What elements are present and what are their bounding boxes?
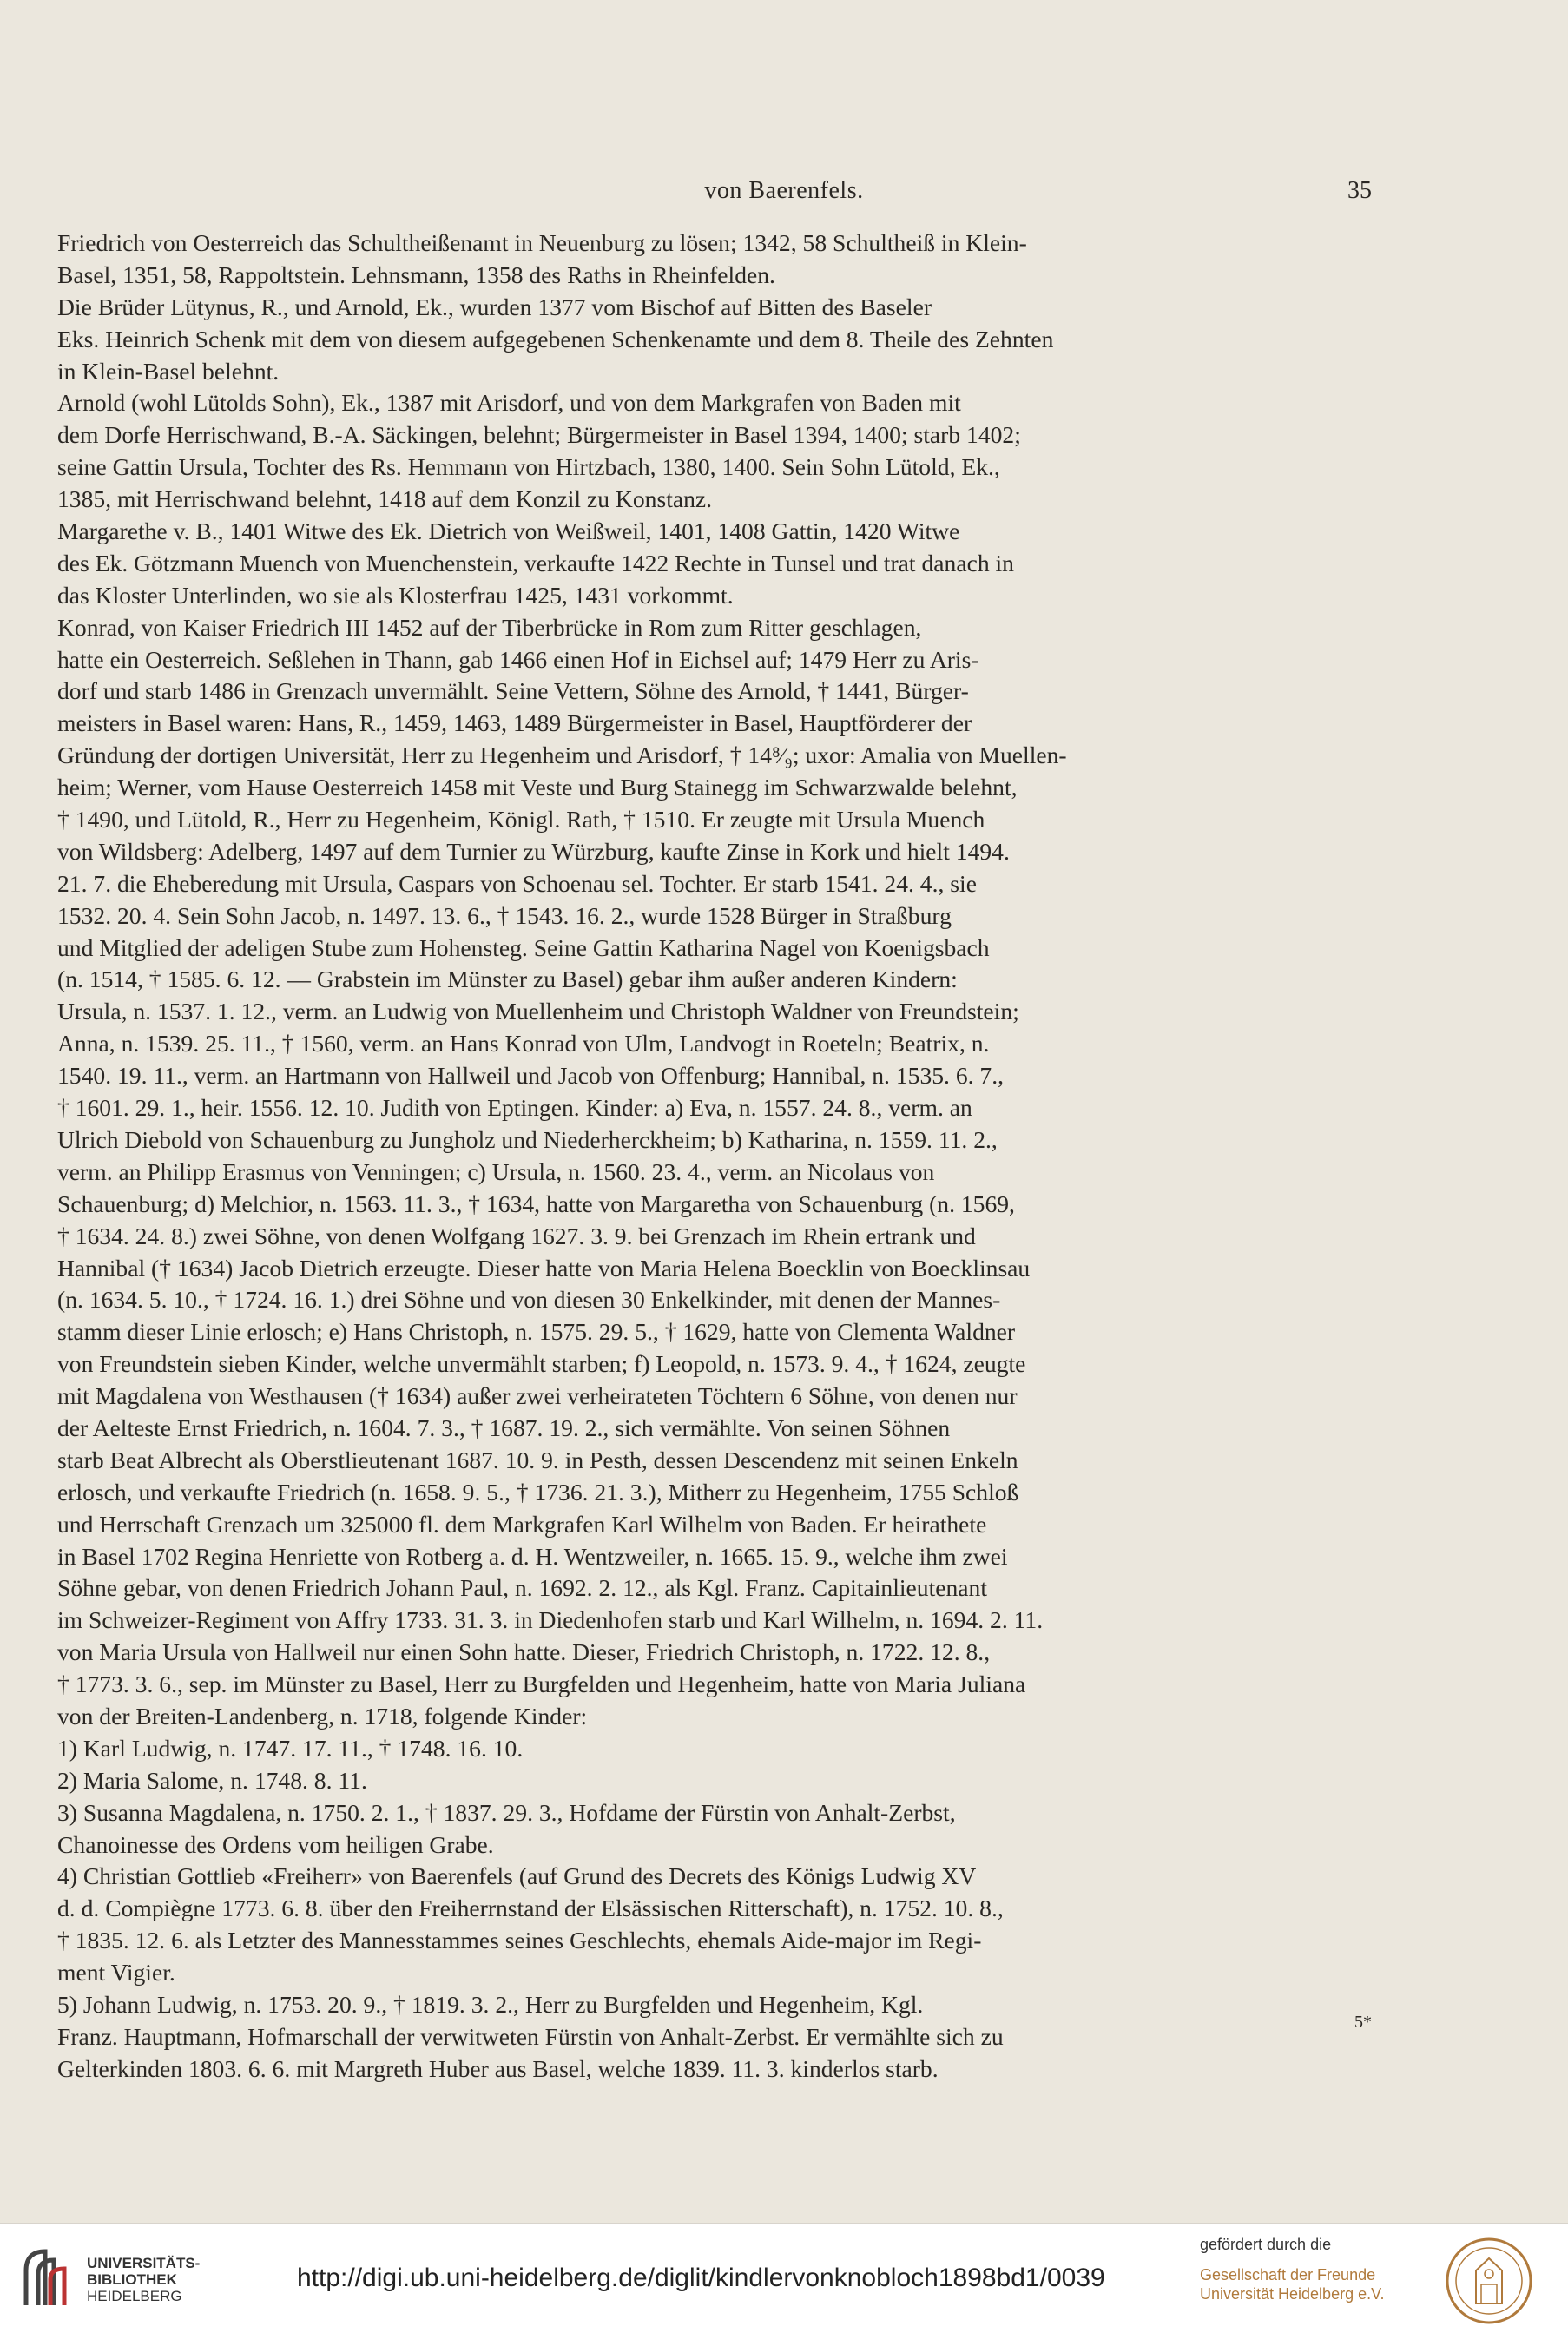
text-line: Die Brüder Lütynus, R., und Arnold, Ek., wurden 1377 vom Bischof auf Bitten des Baseler (57, 293, 932, 320)
body-text (57, 227, 1372, 2086)
text-line: 2) Maria Salome, n. 1748. 8. 11. (57, 1766, 367, 1794)
text-line: stamm dieser Linie erlosch; e) Hans Christoph, n. 1575. 29. 5., † 1629, hatte von Clementa Waldner (57, 1318, 1016, 1346)
text-line: (n. 1514, † 1585. 6. 12. — Grabstein im Münster zu Basel) gebar ihm außer anderen Kindern: (57, 965, 958, 993)
text-line: von der Breiten-Landenberg, n. 1718, folgende Kinder: (57, 1702, 588, 1730)
text-line: von Freundstein sieben Kinder, welche unvermählt starben; f) Leopold, n. 1573. 9. 4., † 1624, zeugte (57, 1350, 1026, 1378)
university-seal-icon (1441, 2236, 1537, 2326)
text-line: Ursula, n. 1537. 1. 12., verm. an Ludwig von Muellenheim und Christoph Waldner von Freundstein; (57, 998, 1019, 1025)
text-line: Franz. Hauptmann, Hofmarschall der verwitweten Fürstin von Anhalt-Zerbst. Er vermählte sich zu (57, 2022, 1004, 2050)
text-line: seine Gattin Ursula, Tochter des Rs. Hemmann von Hirtzbach, 1380, 1400. Sein Sohn Lütold, Ek., (57, 453, 1000, 481)
text-line: verm. an Philipp Erasmus von Venningen; c) Ursula, n. 1560. 23. 4., verm. an Nicolaus von (57, 1157, 935, 1185)
text-line: und Mitglied der adeligen Stube zum Hohensteg. Seine Gattin Katharina Nagel von Koenigsbach (57, 933, 990, 961)
text-line: starb Beat Albrecht als Oberstlieutenant 1687. 10. 9. in Pesth, dessen Descendenz mit seinen Enkeln (57, 1446, 1018, 1473)
text-line: 1385, mit Herrischwand belehnt, 1418 auf dem Konzil zu Konstanz. (57, 485, 713, 513)
text-line: dorf und starb 1486 in Grenzach unvermählt. Seine Vettern, Söhne des Arnold, † 1441, Bürger- (57, 677, 969, 705)
text-line: der Aelteste Ernst Friedrich, n. 1604. 7. 3., † 1687. 19. 2., sich vermählte. Von seinen Söhnen (57, 1414, 951, 1441)
text-line: Söhne gebar, von denen Friedrich Johann Paul, n. 1692. 2. 12., als Kgl. Franz. Capitainlieutenant (57, 1574, 988, 1602)
text-line: heim; Werner, vom Hause Oesterreich 1458 mit Veste und Burg Stainegg im Schwarzwalde belehnt, (57, 774, 1018, 801)
text-line: Schauenburg; d) Melchior, n. 1563. 11. 3., † 1634, hatte von Margaretha von Schauenburg (n. 1569, (57, 1190, 1015, 1217)
running-title: von Baerenfels. (704, 177, 864, 204)
text-line: des Ek. Götzmann Muench von Muenchenstein, verkaufte 1422 Rechte in Tunsel und trat danach in (57, 549, 1014, 577)
signature-mark: 5* (1354, 2013, 1372, 2032)
text-line: † 1601. 29. 1., heir. 1556. 12. 10. Judith von Eptingen. Kinder: a) Eva, n. 1557. 24. 8., verm. an (57, 1094, 972, 1122)
text-line: erlosch, und verkaufte Friedrich (n. 1658. 9. 5., † 1736. 21. 3.), Mitherr zu Hegenheim, 1755 Schloß (57, 1478, 1019, 1506)
digitization-footer (0, 2223, 1568, 2333)
text-line: Gelterkinden 1803. 6. 6. mit Margreth Huber aus Basel, welche 1839. 11. 3. kinderlos starb. (57, 2054, 939, 2082)
text-line: † 1634. 24. 8.) zwei Söhne, von denen Wolfgang 1627. 3. 9. bei Grenzach im Rhein ertrank und (57, 1222, 976, 1249)
text-line: † 1490, und Lütold, R., Herr zu Hegenheim, Königl. Rath, † 1510. Er zeugte mit Ursula Muench (57, 806, 985, 834)
text-line: Gründung der dortigen Universität, Herr zu Hegenheim und Arisdorf, † 14⁸⁄₉; uxor: Amalia von Muellen- (57, 741, 1067, 769)
text-line: Margarethe v. B., 1401 Witwe des Ek. Dietrich von Weißweil, 1401, 1408 Gattin, 1420 Witwe (57, 517, 960, 545)
text-line: Friedrich von Oesterreich das Schultheißenamt in Neuenburg zu lösen; 1342, 58 Schultheiß in Klein- (57, 229, 1027, 256)
text-line: ment Vigier. (57, 1959, 175, 1987)
text-line: (n. 1634. 5. 10., † 1724. 16. 1.) drei Söhne und von diesen 30 Enkelkinder, mit denen der Mannes- (57, 1286, 1001, 1314)
text-line: † 1773. 3. 6., sep. im Münster zu Basel, Herr zu Burgfelden und Hegenheim, hatte von Maria Juliana (57, 1671, 1026, 1698)
library-name-line: UNIVERSITÄTS- (87, 2255, 201, 2271)
text-line: 21. 7. die Eheberedung mit Ursula, Caspars von Schoenau sel. Tochter. Er starb 1541. 24. 4., sie (57, 869, 977, 897)
text-line: in Basel 1702 Regina Henriette von Rotberg a. d. H. Wentzweiler, n. 1665. 15. 9., welche ihm zwei (57, 1542, 1008, 1570)
sponsor-name-line: Universität Heidelberg e.V. (1200, 2285, 1385, 2303)
text-line: dem Dorfe Herrischwand, B.-A. Säckingen, belehnt; Bürgermeister in Basel 1394, 1400; starb 1402; (57, 421, 1021, 449)
text-line: 1532. 20. 4. Sein Sohn Jacob, n. 1497. 13. 6., † 1543. 16. 2., wurde 1528 Bürger in Straßburg (57, 901, 952, 929)
text-line: von Maria Ursula von Hallweil nur einen Sohn hatte. Dieser, Friedrich Christoph, n. 1722. 12. 8., (57, 1638, 991, 1666)
text-line: meisters in Basel waren: Hans, R., 1459, 1463, 1489 Bürgermeister in Basel, Hauptförderer der (57, 709, 972, 737)
text-line: 1540. 19. 11., verm. an Hartmann von Hallweil und Jacob von Offenburg; Hannibal, n. 1535. 6. 7., (57, 1062, 1005, 1090)
permalink-url[interactable]: http://digi.ub.uni-heidelberg.de/diglit/kindlervonknobloch1898bd1/0039 (297, 2264, 1105, 2292)
page-number: 35 (1347, 177, 1372, 204)
text-line: Basel, 1351, 58, Rappoltstein. Lehnsmann, 1358 des Raths in Rheinfelden. (57, 260, 775, 288)
text-line: Konrad, von Kaiser Friedrich III 1452 auf der Tiberbrücke in Rom zum Ritter geschlagen, (57, 613, 922, 641)
text-line: und Herrschaft Grenzach um 325000 fl. dem Markgrafen Karl Wilhelm von Baden. Er heirathete (57, 1510, 987, 1538)
text-line: das Kloster Unterlinden, wo sie als Klosterfrau 1425, 1431 vorkommt. (57, 581, 734, 609)
sponsor-label: gefördert durch die (1200, 2236, 1332, 2253)
text-line: in Klein-Basel belehnt. (57, 357, 280, 385)
text-line: Eks. Heinrich Schenk mit dem von diesem aufgegebenen Schenkenamte und dem 8. Theile des Zehnten (57, 325, 1054, 353)
text-line: 5) Johann Ludwig, n. 1753. 20. 9., † 1819. 3. 2., Herr zu Burgfelden und Hegenheim, Kgl. (57, 1990, 924, 2018)
library-logo-icon (19, 2244, 80, 2314)
text-line: Hannibal († 1634) Jacob Dietrich erzeugte. Dieser hatte von Maria Helena Boecklin von Boecklinsau (57, 1254, 1031, 1282)
text-line: mit Magdalena von Westhausen († 1634) außer zwei verheirateten Töchtern 6 Söhne, von denen nur (57, 1382, 1018, 1410)
text-line: 4) Christian Gottlieb «Freiherr» von Baerenfels (auf Grund des Decrets des Königs Ludwig XV (57, 1862, 977, 1890)
running-head (0, 174, 1568, 212)
text-line: von Wildsberg: Adelberg, 1497 auf dem Turnier zu Würzburg, kaufte Zinse in Kork und hielt 1494. (57, 837, 1010, 865)
library-name-line: BIBLIOTHEK (87, 2271, 177, 2288)
sponsor-name (1200, 2265, 1384, 2303)
text-line: 3) Susanna Magdalena, n. 1750. 2. 1., † 1837. 29. 3., Hofdame der Fürstin von Anhalt-Zerbst, (57, 1798, 956, 1826)
text-line: Anna, n. 1539. 25. 11., † 1560, verm. an Hans Konrad von Ulm, Landvogt in Roeteln; Beatrix, n. (57, 1030, 990, 1058)
text-line: d. d. Compiègne 1773. 6. 8. über den Freiherrnstand der Elsässischen Ritterschaft), n. 1752. 10. 8., (57, 1895, 1004, 1922)
text-line: Ulrich Diebold von Schauenburg zu Jungholz und Niederherckheim; b) Katharina, n. 1559. 11. 2., (57, 1125, 998, 1153)
text-line: hatte ein Oesterreich. Seßlehen in Thann, gab 1466 einen Hof in Eichsel auf; 1479 Herr zu Aris- (57, 645, 979, 673)
library-name (87, 2255, 200, 2304)
text-line: Chanoinesse des Ordens vom heiligen Grabe. (57, 1830, 494, 1858)
sponsor-name-line: Gesellschaft der Freunde (1200, 2266, 1376, 2284)
text-line: Arnold (wohl Lütolds Sohn), Ek., 1387 mit Arisdorf, und von dem Markgrafen von Baden mit (57, 389, 961, 417)
text-line: 1) Karl Ludwig, n. 1747. 17. 11., † 1748. 16. 10. (57, 1734, 524, 1762)
text-line: im Schweizer-Regiment von Affry 1733. 31. 3. in Diedenhofen starb und Karl Wilhelm, n. 1694. 2. 11. (57, 1606, 1044, 1634)
library-name-line: HEIDELBERG (87, 2288, 182, 2304)
text-line: † 1835. 12. 6. als Letzter des Mannesstammes seines Geschlechts, ehemals Aide-major im Regi- (57, 1927, 982, 1954)
